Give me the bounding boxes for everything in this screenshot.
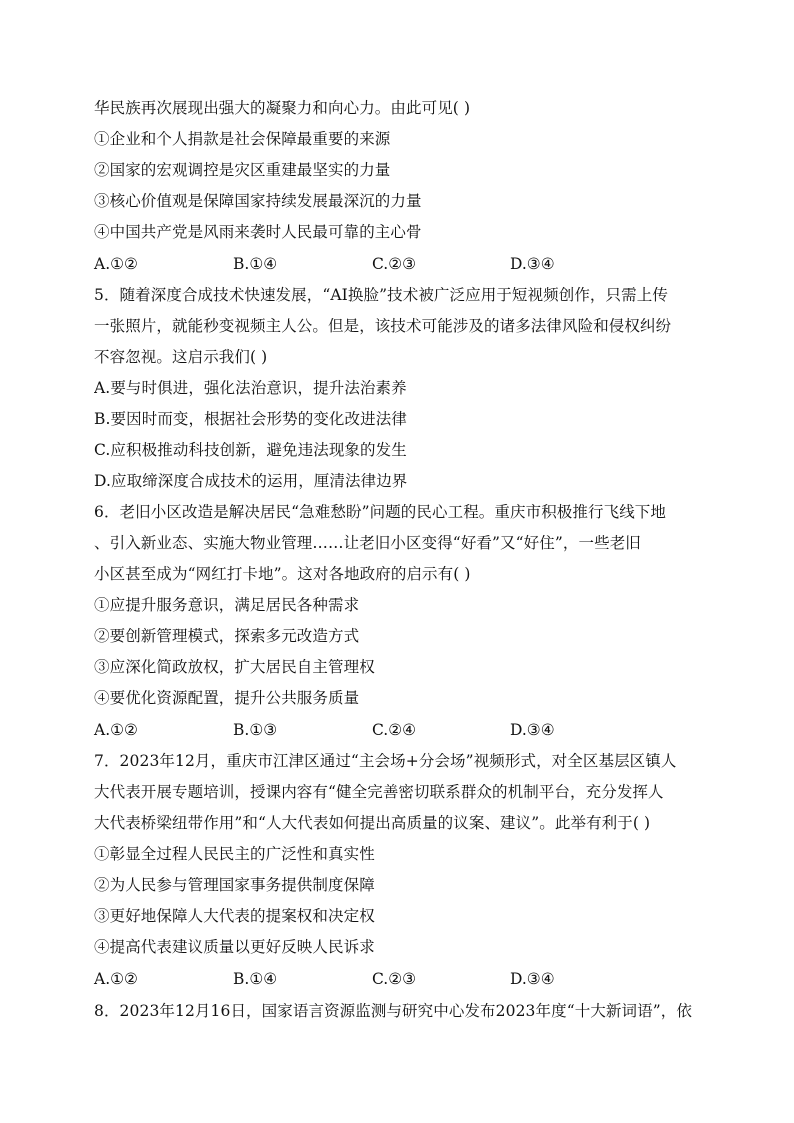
q8-stem-line-1: 8．2023年12月16日，国家语言资源监测与研究中心发布2023年度“十大新词语”，依	[94, 1002, 692, 1020]
q6-stem-line-1: 6．老旧小区改造是解决居民“急难愁盼”问题的民心工程。重庆市积极推行飞线下地	[94, 503, 667, 521]
q7-stem-line-2: 大代表开展专题培训，授课内容有“健全完善密切联系群众的机制平台，充分发挥人	[94, 783, 664, 801]
q7-options	[94, 969, 704, 989]
q7-option-c[interactable]: C.②③	[372, 970, 417, 988]
q7-option-b[interactable]: B.①④	[233, 970, 278, 988]
q5-choice-b[interactable]: B.要因时而变，根据社会形势的变化改进法律	[94, 410, 407, 428]
q4-options	[94, 254, 704, 274]
q4-statement-1: ①企业和个人捐款是社会保障最重要的来源	[94, 130, 391, 148]
q5-stem-line-1: 5．随着深度合成技术快速发展，“AI换脸”技术被广泛应用于短视频创作，只需上传	[94, 286, 668, 304]
q7-option-a[interactable]: A.①②	[94, 970, 138, 988]
q6-statement-1: ①应提升服务意识，满足居民各种需求	[94, 596, 360, 614]
q5-choice-c[interactable]: C.应积极推动科技创新，避免违法现象的发生	[94, 441, 407, 459]
q7-statement-3: ③更好地保障人大代表的提案权和决定权	[94, 907, 375, 925]
q6-statement-2: ②要创新管理模式，探索多元改造方式	[94, 627, 360, 645]
q6-option-a[interactable]: A.①②	[94, 721, 138, 739]
q4-option-a[interactable]: A.①②	[94, 255, 138, 273]
q4-statement-3: ③核心价值观是保障国家持续发展最深沉的力量	[94, 192, 422, 210]
q5-choice-d[interactable]: D.应取缔深度合成技术的运用，厘清法律边界	[94, 472, 408, 490]
q5-stem-line-2: 一张照片，就能秒变视频主人公。但是，该技术可能涉及的诸多法律风险和侵权纠纷	[94, 317, 672, 335]
q6-statement-4: ④要优化资源配置，提升公共服务质量	[94, 689, 360, 707]
q6-option-c[interactable]: C.②④	[372, 721, 417, 739]
q6-options	[94, 720, 704, 740]
q7-statement-4: ④提高代表建议质量以更好反映人民诉求	[94, 938, 375, 956]
q7-statement-2: ②为人民参与管理国家事务提供制度保障	[94, 876, 375, 894]
q4-stem-tail: 华民族再次展现出强大的凝聚力和向心力。由此可见( )	[94, 99, 471, 117]
q4-option-c[interactable]: C.②③	[372, 255, 417, 273]
q4-option-d[interactable]: D.③④	[510, 255, 555, 273]
q4-statement-4: ④中国共产党是风雨来袭时人民最可靠的主心骨	[94, 223, 422, 241]
q6-statement-3: ③应深化简政放权，扩大居民自主管理权	[94, 658, 375, 676]
q6-option-d[interactable]: D.③④	[510, 721, 555, 739]
q7-stem-line-1: 7．2023年12月，重庆市江津区通过“主会场+分会场”视频形式，对全区基层区镇人	[94, 752, 677, 770]
q6-stem-line-2: 、引入新业态、实施大物业管理……让老旧小区变得“好看”又“好住”，一些老旧	[94, 534, 641, 552]
q4-option-b[interactable]: B.①④	[233, 255, 278, 273]
q6-stem-line-3: 小区甚至成为“网红打卡地”。这对各地政府的启示有( )	[94, 565, 471, 583]
q4-statement-2: ②国家的宏观调控是灾区重建最坚实的力量	[94, 161, 391, 179]
q7-option-d[interactable]: D.③④	[510, 970, 555, 988]
q7-statement-1: ①彰显全过程人民民主的广泛性和真实性	[94, 845, 375, 863]
q5-stem-line-3: 不容忽视。这启示我们( )	[94, 348, 268, 366]
q5-choice-a[interactable]: A.要与时俱进，强化法治意识，提升法治素养	[94, 379, 407, 397]
q6-option-b[interactable]: B.①③	[233, 721, 278, 739]
q7-stem-line-3: 大代表桥梁纽带作用”和“人大代表如何提出高质量的议案、建议”。此举有利于( )	[94, 814, 651, 832]
